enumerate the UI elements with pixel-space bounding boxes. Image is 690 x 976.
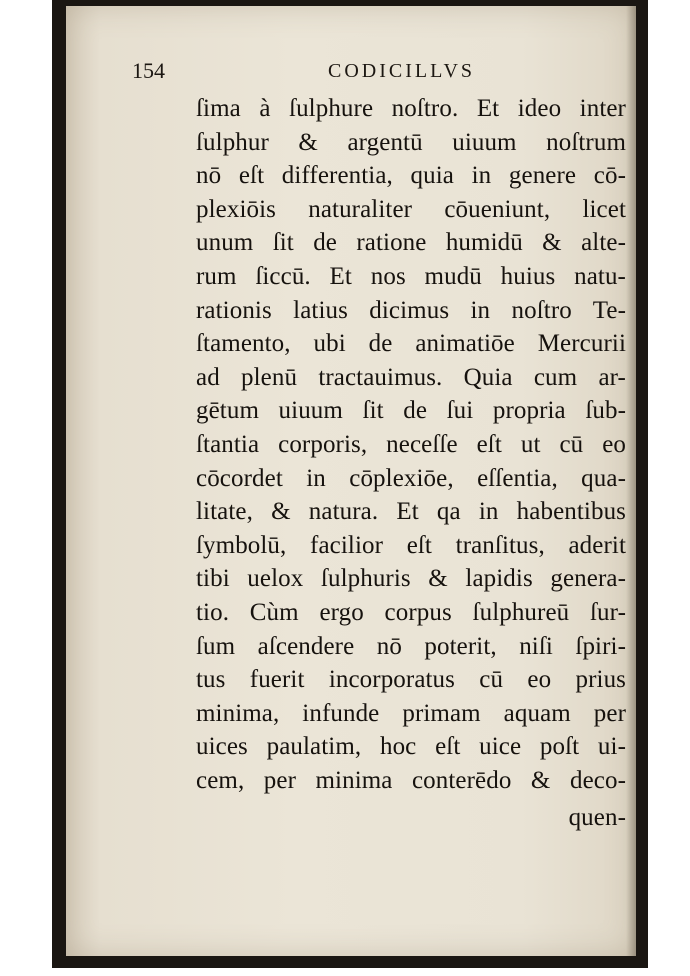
text-line: tio. Cùm ergo corpus ſulphureū ſur- — [196, 598, 626, 626]
text-line: ſum aſcendere nō poterit, niſi ſpiri- — [196, 632, 626, 660]
text-line: uices paulatim, hoc eſt uice poſt ui- — [196, 733, 626, 761]
text-line: gētum uiuum ſit de ſui propria ſub- — [196, 397, 626, 425]
scan-bottom-edge — [52, 956, 648, 968]
page-header — [132, 56, 552, 92]
text-line: ad plenū tractauimus. Quia cum ar- — [196, 363, 626, 391]
text-line: litate, & natura. Et qa in habentibus — [196, 498, 626, 526]
page-edge-shadow — [626, 6, 636, 956]
text-line: unum ſit de ratione humidū & alte- — [196, 229, 626, 257]
catchword: quen- — [568, 804, 626, 832]
text-line: ſymbolū, facilior eſt tranſitus, aderit — [196, 531, 626, 559]
text-line: ſima à ſulphure noſtro. Et ideo inter — [196, 95, 626, 122]
text-line: ſtamento, ubi de animatiōe Mercurii — [196, 330, 626, 358]
text-line: ſtantia corporis, neceſſe eſt ut cū eo — [196, 430, 626, 458]
text-line: cem, per minima conterēdo & deco- — [196, 766, 626, 794]
running-head: CODICILLVS — [328, 60, 476, 82]
text-line: ſulphur & argentū uiuum noſtrum — [196, 128, 626, 156]
text-line: tus fuerit incorporatus cū eo prius — [196, 666, 626, 694]
text-line: rationis latius dicimus in noſtro Te- — [196, 296, 626, 324]
text-line: minima, infunde primam aquam per — [196, 699, 626, 727]
text-line: cōcordet in cōplexiōe, eſſentia, qua- — [196, 464, 626, 492]
text-line: rum ſiccū. Et nos mudū huius natu- — [196, 262, 626, 290]
text-line: nō eſt differentia, quia in genere cō- — [196, 162, 626, 190]
text-block — [196, 92, 626, 835]
page-number: 154 — [132, 58, 165, 83]
text-line: plexiōis naturaliter cōueniunt, licet — [196, 195, 626, 223]
text-line: tibi uelox ſulphuris & lapidis genera- — [196, 565, 626, 593]
